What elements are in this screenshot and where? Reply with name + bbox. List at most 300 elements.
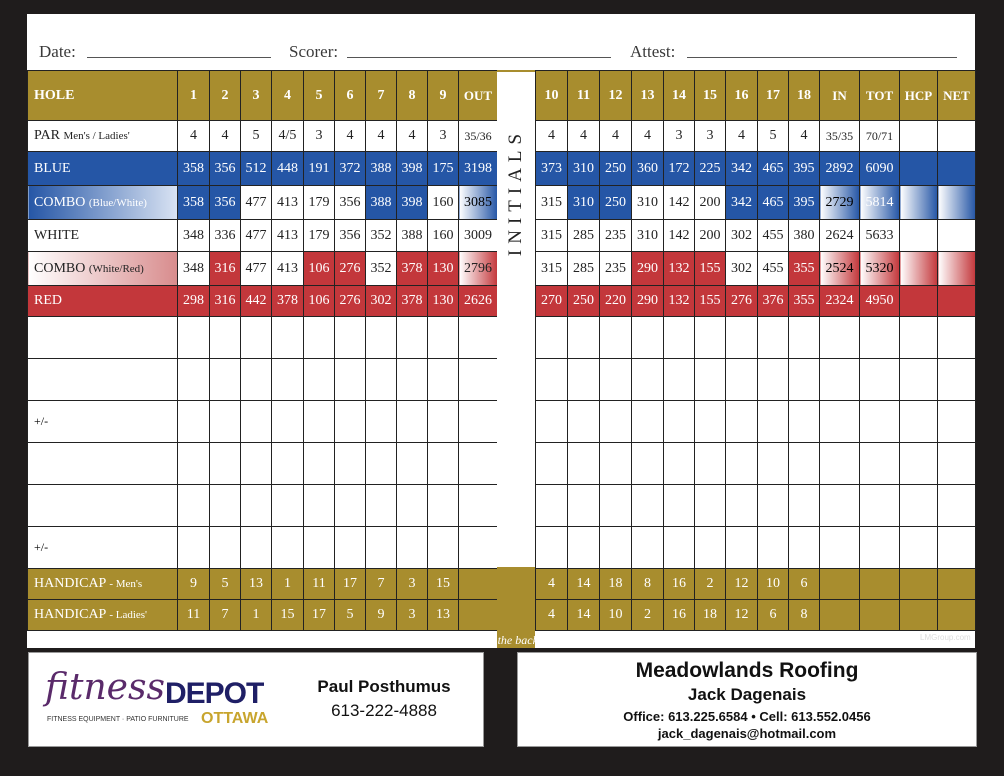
score-cell[interactable] <box>335 359 366 401</box>
back-red-row <box>536 286 976 317</box>
attest-label: Attest: <box>630 42 676 61</box>
score-cell[interactable] <box>568 527 600 569</box>
score-cell[interactable] <box>335 527 366 569</box>
back-par-row <box>536 121 976 152</box>
score-cell[interactable] <box>938 401 976 443</box>
score-cell[interactable] <box>758 485 789 527</box>
printer-credit: LMGroup.com <box>920 633 971 642</box>
handicap-value <box>459 600 498 631</box>
back-score-row <box>536 485 976 527</box>
score-cell[interactable] <box>241 485 272 527</box>
score-cell[interactable] <box>428 359 459 401</box>
score-cell[interactable] <box>304 485 335 527</box>
score-cell[interactable] <box>397 401 428 443</box>
combo-wr-sublabel: (White/Red) <box>88 262 144 275</box>
fitness-depot-logo-depot: DEPOT <box>165 677 264 710</box>
score-cell[interactable] <box>900 485 938 527</box>
score-cell[interactable] <box>695 359 726 401</box>
hole-number: 8 <box>397 71 428 121</box>
yardage: 348 <box>178 252 210 286</box>
yardage-footnote: *All yardages measured from the back of tee to back of green. <box>353 633 651 647</box>
score-cell[interactable] <box>536 401 568 443</box>
handicap-value <box>860 569 900 600</box>
attest-field[interactable] <box>687 57 957 58</box>
score-cell[interactable] <box>664 443 695 485</box>
score-cell[interactable] <box>789 401 820 443</box>
handicap-value: 10 <box>600 600 632 631</box>
score-cell[interactable] <box>304 401 335 443</box>
yardage: 155 <box>695 286 726 317</box>
hole-number: 13 <box>632 71 664 121</box>
handicap-value: 8 <box>789 600 820 631</box>
score-cell[interactable] <box>536 485 568 527</box>
score-cell[interactable] <box>459 485 498 527</box>
net-cell[interactable] <box>938 121 976 152</box>
hole-number: 16 <box>726 71 758 121</box>
score-cell[interactable] <box>304 317 335 359</box>
par-value: 3 <box>664 121 695 152</box>
score-cell[interactable] <box>632 359 664 401</box>
score-cell[interactable] <box>335 485 366 527</box>
hcp-cell <box>900 286 938 317</box>
back-handicap-men-row <box>536 569 976 600</box>
handicap-value: 18 <box>695 600 726 631</box>
score-cell[interactable] <box>726 359 758 401</box>
score-cell[interactable] <box>428 401 459 443</box>
score-cell[interactable] <box>178 485 210 527</box>
player-name-cell[interactable] <box>28 485 178 527</box>
yardage: 352 <box>366 252 397 286</box>
score-cell[interactable] <box>860 485 900 527</box>
handicap-men-row <box>28 569 498 600</box>
yardage-tot: 6090 <box>860 152 900 186</box>
handicap-value: 6 <box>758 600 789 631</box>
score-cell[interactable] <box>241 359 272 401</box>
handicap-value: 9 <box>366 600 397 631</box>
hole-row <box>28 71 498 121</box>
score-cell[interactable] <box>938 317 976 359</box>
score-cell[interactable] <box>241 401 272 443</box>
score-row <box>28 485 498 527</box>
score-cell[interactable] <box>860 317 900 359</box>
yardage: 200 <box>695 186 726 220</box>
score-cell[interactable] <box>900 443 938 485</box>
score-cell[interactable] <box>335 401 366 443</box>
score-cell[interactable] <box>632 443 664 485</box>
score-cell[interactable] <box>210 527 241 569</box>
net-cell <box>938 286 976 317</box>
yardage: 172 <box>664 152 695 186</box>
score-cell[interactable] <box>789 317 820 359</box>
yardage: 388 <box>366 186 397 220</box>
player-name-cell[interactable] <box>28 443 178 485</box>
score-cell[interactable] <box>210 359 241 401</box>
score-cell[interactable] <box>397 527 428 569</box>
score-cell[interactable] <box>820 485 860 527</box>
combo-bw-sublabel: (Blue/White) <box>88 196 147 209</box>
hole-number: 14 <box>664 71 695 121</box>
roofing-company: Meadowlands Roofing <box>635 659 859 682</box>
hole-number: 9 <box>428 71 459 121</box>
handicap-value: 1 <box>272 569 304 600</box>
score-cell[interactable] <box>428 485 459 527</box>
score-cell[interactable] <box>758 359 789 401</box>
yardage: 352 <box>366 220 397 252</box>
combo-wr-label <box>28 252 178 286</box>
score-cell[interactable] <box>726 443 758 485</box>
score-cell[interactable] <box>600 401 632 443</box>
score-cell[interactable] <box>664 317 695 359</box>
yardage: 358 <box>178 186 210 220</box>
score-cell[interactable] <box>210 317 241 359</box>
yardage-tot: 5633 <box>860 220 900 252</box>
yardage-tot: 4950 <box>860 286 900 317</box>
score-cell[interactable] <box>600 359 632 401</box>
score-cell[interactable] <box>820 401 860 443</box>
yardage: 285 <box>568 220 600 252</box>
back-blue-row <box>536 152 976 186</box>
yardage: 250 <box>600 186 632 220</box>
score-cell[interactable] <box>272 485 304 527</box>
score-cell[interactable] <box>178 443 210 485</box>
score-cell[interactable] <box>536 359 568 401</box>
score-cell[interactable] <box>568 485 600 527</box>
yardage: 175 <box>428 152 459 186</box>
yardage: 276 <box>335 252 366 286</box>
score-cell[interactable] <box>789 485 820 527</box>
score-cell[interactable] <box>178 359 210 401</box>
date-label: Date: <box>39 42 76 61</box>
yardage: 477 <box>241 220 272 252</box>
score-cell[interactable] <box>536 443 568 485</box>
hcp-cell <box>900 152 938 186</box>
yardage: 316 <box>210 252 241 286</box>
score-cell[interactable] <box>600 527 632 569</box>
white-tee-row <box>28 220 498 252</box>
score-cell[interactable] <box>938 527 976 569</box>
score-cell[interactable] <box>664 527 695 569</box>
yardage: 310 <box>568 152 600 186</box>
yardage: 465 <box>758 186 789 220</box>
score-cell[interactable] <box>210 485 241 527</box>
score-cell[interactable] <box>568 317 600 359</box>
score-cell[interactable] <box>632 401 664 443</box>
hcp-cell <box>900 186 938 220</box>
score-cell[interactable] <box>568 401 600 443</box>
score-cell[interactable] <box>459 359 498 401</box>
handicap-value: 9 <box>178 569 210 600</box>
yardage: 378 <box>397 252 428 286</box>
score-cell[interactable] <box>695 527 726 569</box>
score-cell[interactable] <box>758 527 789 569</box>
yardage: 302 <box>366 286 397 317</box>
score-cell[interactable] <box>860 359 900 401</box>
score-cell[interactable] <box>366 485 397 527</box>
yardage: 372 <box>335 152 366 186</box>
score-cell[interactable] <box>241 443 272 485</box>
yardage: 250 <box>600 152 632 186</box>
yardage: 302 <box>726 220 758 252</box>
score-cell[interactable] <box>304 443 335 485</box>
score-cell[interactable] <box>820 359 860 401</box>
player-name-cell[interactable] <box>28 317 178 359</box>
score-cell[interactable] <box>536 317 568 359</box>
score-row <box>28 317 498 359</box>
hole-number: 18 <box>789 71 820 121</box>
plus-minus-row <box>28 401 498 443</box>
handicap-value <box>938 600 976 631</box>
score-cell[interactable] <box>568 443 600 485</box>
yardage-in: 2324 <box>820 286 860 317</box>
handicap-value: 18 <box>600 569 632 600</box>
handicap-value: 15 <box>272 600 304 631</box>
score-cell[interactable] <box>366 317 397 359</box>
yardage: 142 <box>664 186 695 220</box>
score-cell[interactable] <box>664 401 695 443</box>
par-value: 4 <box>568 121 600 152</box>
handicap-value <box>860 600 900 631</box>
blue-tee-row <box>28 152 498 186</box>
handicap-value: 2 <box>695 569 726 600</box>
yardage: 378 <box>397 286 428 317</box>
yardage: 285 <box>568 252 600 286</box>
scorecard <box>27 14 975 648</box>
hole-number: 7 <box>366 71 397 121</box>
handicap-value: 13 <box>428 600 459 631</box>
combo-white-red-row <box>28 252 498 286</box>
score-cell[interactable] <box>695 443 726 485</box>
score-cell[interactable] <box>860 401 900 443</box>
handicap-value: 5 <box>335 600 366 631</box>
hcp-header: HCP <box>900 71 938 121</box>
yardage: 455 <box>758 220 789 252</box>
yardage: 398 <box>397 186 428 220</box>
score-cell[interactable] <box>335 443 366 485</box>
score-cell[interactable] <box>536 527 568 569</box>
handicap-value: 1 <box>241 600 272 631</box>
score-cell[interactable] <box>789 359 820 401</box>
combo-wr-label-text: COMBO <box>34 260 86 276</box>
date-field[interactable] <box>87 57 271 58</box>
yardage: 270 <box>536 286 568 317</box>
score-cell[interactable] <box>272 359 304 401</box>
score-cell[interactable] <box>900 359 938 401</box>
yardage-in: 2624 <box>820 220 860 252</box>
score-cell[interactable] <box>900 401 938 443</box>
score-cell[interactable] <box>726 401 758 443</box>
scorer-field[interactable] <box>347 57 611 58</box>
front-nine-table <box>27 70 498 631</box>
score-cell[interactable] <box>366 443 397 485</box>
handicap-value: 11 <box>304 569 335 600</box>
score-cell[interactable] <box>178 401 210 443</box>
yardage: 477 <box>241 252 272 286</box>
score-cell[interactable] <box>272 527 304 569</box>
handicap-value: 3 <box>397 569 428 600</box>
yardage: 395 <box>789 186 820 220</box>
handicap-value <box>938 569 976 600</box>
score-cell[interactable] <box>789 527 820 569</box>
score-cell[interactable] <box>632 485 664 527</box>
score-cell[interactable] <box>695 485 726 527</box>
yardage: 298 <box>178 286 210 317</box>
score-cell[interactable] <box>758 401 789 443</box>
par-tot: 70/71 <box>860 121 900 152</box>
score-cell[interactable] <box>459 401 498 443</box>
score-cell[interactable] <box>820 527 860 569</box>
score-cell[interactable] <box>304 527 335 569</box>
combo-bw-label <box>28 186 178 220</box>
yardage: 155 <box>695 252 726 286</box>
score-cell[interactable] <box>695 317 726 359</box>
score-cell[interactable] <box>938 359 976 401</box>
handicap-value <box>900 600 938 631</box>
yardage-out: 3198 <box>459 152 498 186</box>
score-cell[interactable] <box>428 317 459 359</box>
net-cell <box>938 152 976 186</box>
yardage: 302 <box>726 252 758 286</box>
score-cell[interactable] <box>397 485 428 527</box>
plus-minus-label: +/- <box>28 401 178 443</box>
red-tee-row <box>28 286 498 317</box>
handicap-value: 14 <box>568 600 600 631</box>
score-cell[interactable] <box>600 443 632 485</box>
par-sublabel: Men's / Ladies' <box>63 130 130 142</box>
score-cell[interactable] <box>820 443 860 485</box>
score-cell[interactable] <box>366 359 397 401</box>
score-cell[interactable] <box>632 317 664 359</box>
yardage: 130 <box>428 252 459 286</box>
handicap-value: 17 <box>304 600 335 631</box>
score-row <box>28 359 498 401</box>
yardage: 130 <box>428 286 459 317</box>
handicap-value: 11 <box>178 600 210 631</box>
back-score-row <box>536 527 976 569</box>
yardage: 373 <box>536 152 568 186</box>
score-cell[interactable] <box>938 485 976 527</box>
score-cell[interactable] <box>860 527 900 569</box>
score-cell[interactable] <box>758 317 789 359</box>
score-cell[interactable] <box>178 317 210 359</box>
par-value: 4 <box>178 121 210 152</box>
score-cell[interactable] <box>726 527 758 569</box>
handicap-value: 3 <box>397 600 428 631</box>
score-cell[interactable] <box>272 443 304 485</box>
score-cell[interactable] <box>397 359 428 401</box>
par-value: 5 <box>241 121 272 152</box>
score-cell[interactable] <box>695 401 726 443</box>
score-cell[interactable] <box>600 485 632 527</box>
score-cell[interactable] <box>210 401 241 443</box>
score-cell[interactable] <box>758 443 789 485</box>
score-cell[interactable] <box>366 527 397 569</box>
back-score-row <box>536 317 976 359</box>
score-cell[interactable] <box>726 317 758 359</box>
score-cell[interactable] <box>726 485 758 527</box>
par-value: 4 <box>789 121 820 152</box>
score-cell[interactable] <box>428 443 459 485</box>
par-value: 3 <box>428 121 459 152</box>
score-cell[interactable] <box>397 443 428 485</box>
yardage: 235 <box>600 220 632 252</box>
initials-column <box>497 72 535 312</box>
yardage: 348 <box>178 220 210 252</box>
yardage: 160 <box>428 220 459 252</box>
hole-number: 5 <box>304 71 335 121</box>
par-value: 3 <box>304 121 335 152</box>
score-cell[interactable] <box>178 527 210 569</box>
score-cell[interactable] <box>900 527 938 569</box>
score-cell[interactable] <box>241 317 272 359</box>
handicap-value: 10 <box>758 569 789 600</box>
score-cell[interactable] <box>860 443 900 485</box>
par-value: 4 <box>632 121 664 152</box>
yardage: 380 <box>789 220 820 252</box>
score-cell[interactable] <box>664 359 695 401</box>
yardage: 388 <box>366 152 397 186</box>
score-cell[interactable] <box>789 443 820 485</box>
score-cell[interactable] <box>664 485 695 527</box>
score-cell[interactable] <box>397 317 428 359</box>
score-cell[interactable] <box>459 527 498 569</box>
handicap-value: 13 <box>241 569 272 600</box>
ad-contact-name: Paul Posthumus <box>317 677 451 696</box>
score-cell[interactable] <box>428 527 459 569</box>
yardage: 378 <box>272 286 304 317</box>
scorer-label: Scorer: <box>289 42 339 61</box>
net-header: NET <box>938 71 976 121</box>
hcp-cell[interactable] <box>900 121 938 152</box>
score-cell[interactable] <box>366 401 397 443</box>
yardage: 315 <box>536 252 568 286</box>
score-cell[interactable] <box>459 317 498 359</box>
score-cell[interactable] <box>568 359 600 401</box>
yardage: 160 <box>428 186 459 220</box>
handicap-value: 4 <box>536 600 568 631</box>
yardage: 395 <box>789 152 820 186</box>
back-score-row <box>536 443 976 485</box>
score-cell[interactable] <box>272 401 304 443</box>
score-cell[interactable] <box>900 317 938 359</box>
fitness-depot-logo-fitness: fitness <box>45 667 165 708</box>
score-cell[interactable] <box>938 443 976 485</box>
score-cell[interactable] <box>335 317 366 359</box>
yardage-in: 2524 <box>820 252 860 286</box>
back-combo-bw-row <box>536 186 976 220</box>
in-header: IN <box>820 71 860 121</box>
player-name-cell[interactable] <box>28 359 178 401</box>
score-cell[interactable] <box>304 359 335 401</box>
par-value: 4 <box>210 121 241 152</box>
handicap-value: 17 <box>335 569 366 600</box>
score-cell[interactable] <box>820 317 860 359</box>
roofing-email: jack_dagenais@hotmail.com <box>657 726 837 741</box>
yardage: 477 <box>241 186 272 220</box>
handicap-value <box>900 569 938 600</box>
hole-number: 12 <box>600 71 632 121</box>
score-cell[interactable] <box>632 527 664 569</box>
score-cell[interactable] <box>210 443 241 485</box>
score-cell[interactable] <box>459 443 498 485</box>
score-cell[interactable] <box>241 527 272 569</box>
handicap-value: 14 <box>568 569 600 600</box>
handicap-ladies-label <box>28 600 178 631</box>
score-cell[interactable] <box>600 317 632 359</box>
hole-label: HOLE <box>28 71 178 121</box>
hole-number: 1 <box>178 71 210 121</box>
score-cell[interactable] <box>272 317 304 359</box>
fitness-depot-ad <box>28 652 484 747</box>
